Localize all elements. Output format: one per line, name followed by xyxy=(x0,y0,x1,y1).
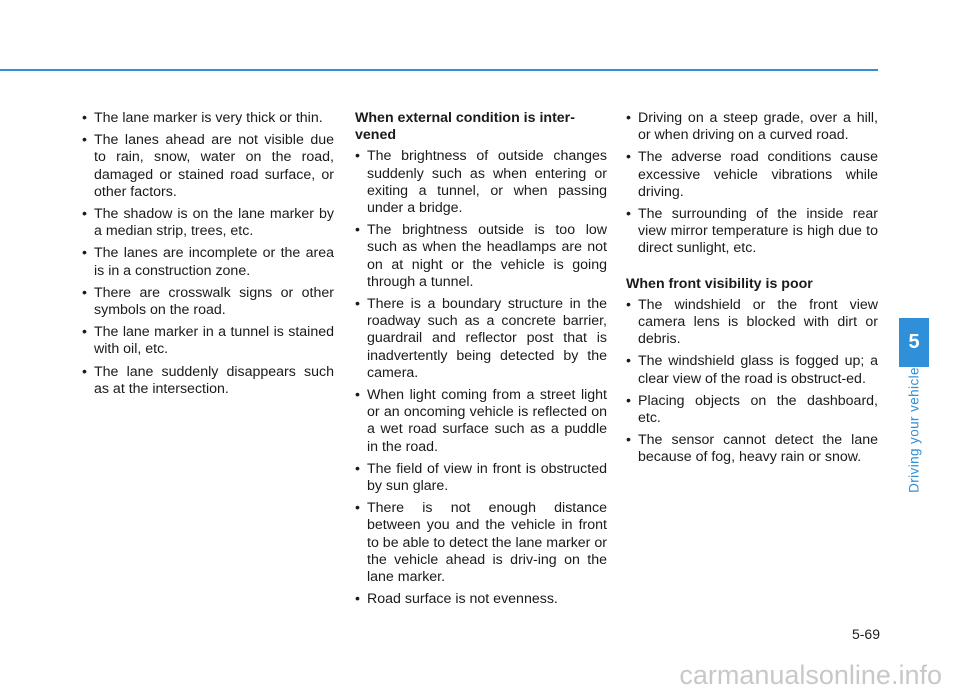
list-item: • The field of view in front is obstructed by sun glare. xyxy=(355,461,607,495)
list-item: • The adverse road conditions cause excessive vehicle vibrations while driving. xyxy=(626,149,878,201)
header-rule xyxy=(0,69,878,71)
list-item: • The windshield glass is fogged up; a clear view of the road is obstruct-ed. xyxy=(626,353,878,387)
chapter-number: 5 xyxy=(908,331,920,353)
list-item: • The lane suddenly disappears such as at the intersection. xyxy=(82,364,334,398)
list-item: • There is a boundary structure in the roadway such as a concrete barrier, guardrail and reflector post that is inadvertently being detected by the camera. xyxy=(355,296,607,382)
list-item: • The lanes ahead are not visible due to rain, snow, water on the road, damaged or stained road surface, or other factors. xyxy=(82,132,334,201)
list-item: • The lanes are incomplete or the area is in a construction zone. xyxy=(82,245,334,279)
column-middle xyxy=(355,110,607,613)
list-item: • There is not enough distance between you and the vehicle in front to be able to detect the lane marker or the vehicle ahead is driv-ing on the lane marker. xyxy=(355,500,607,586)
bullet-list xyxy=(626,110,878,258)
section-heading: When external condition is inter-vened xyxy=(355,110,575,144)
list-item: • The brightness outside is too low such as when the headlamps are not on at night or the vehicle is going through a tunnel. xyxy=(355,222,607,291)
list-item: • Driving on a steep grade, over a hill, or when driving on a curved road. xyxy=(626,110,878,144)
watermark: carmanualsonline.info xyxy=(679,660,942,690)
bullet-list xyxy=(82,110,334,398)
list-item: • The sensor cannot detect the lane because of fog, heavy rain or snow. xyxy=(626,432,878,466)
list-item: • The shadow is on the lane marker by a median strip, trees, etc. xyxy=(82,206,334,240)
list-item: • There are crosswalk signs or other symbols on the road. xyxy=(82,285,334,319)
list-item: • The lane marker in a tunnel is stained with oil, etc. xyxy=(82,324,334,358)
column-left xyxy=(82,110,334,403)
list-item: • The brightness of outside changes suddenly such as when entering or exiting a tunnel, or when passing under a bridge. xyxy=(355,148,607,217)
list-item: • When light coming from a street light or an oncoming vehicle is reflected on a wet road surface such as a puddle in the road. xyxy=(355,387,607,456)
page-number: 5-69 xyxy=(851,626,880,642)
list-item: • The windshield or the front view camera lens is blocked with dirt or debris. xyxy=(626,297,878,349)
list-item: • Road surface is not evenness. xyxy=(355,591,607,608)
list-item: • The surrounding of the inside rear view mirror temperature is high due to direct sunlight, etc. xyxy=(626,206,878,258)
bullet-list xyxy=(626,297,878,467)
list-item: • The lane marker is very thick or thin. xyxy=(82,110,334,127)
section-heading: When front visibility is poor xyxy=(626,275,813,292)
chapter-title: Driving your vehicle xyxy=(906,367,922,493)
bullet-list xyxy=(355,148,607,608)
list-item: • Placing objects on the dashboard, etc. xyxy=(626,393,878,427)
chapter-tab xyxy=(899,318,929,367)
column-right xyxy=(626,110,878,472)
